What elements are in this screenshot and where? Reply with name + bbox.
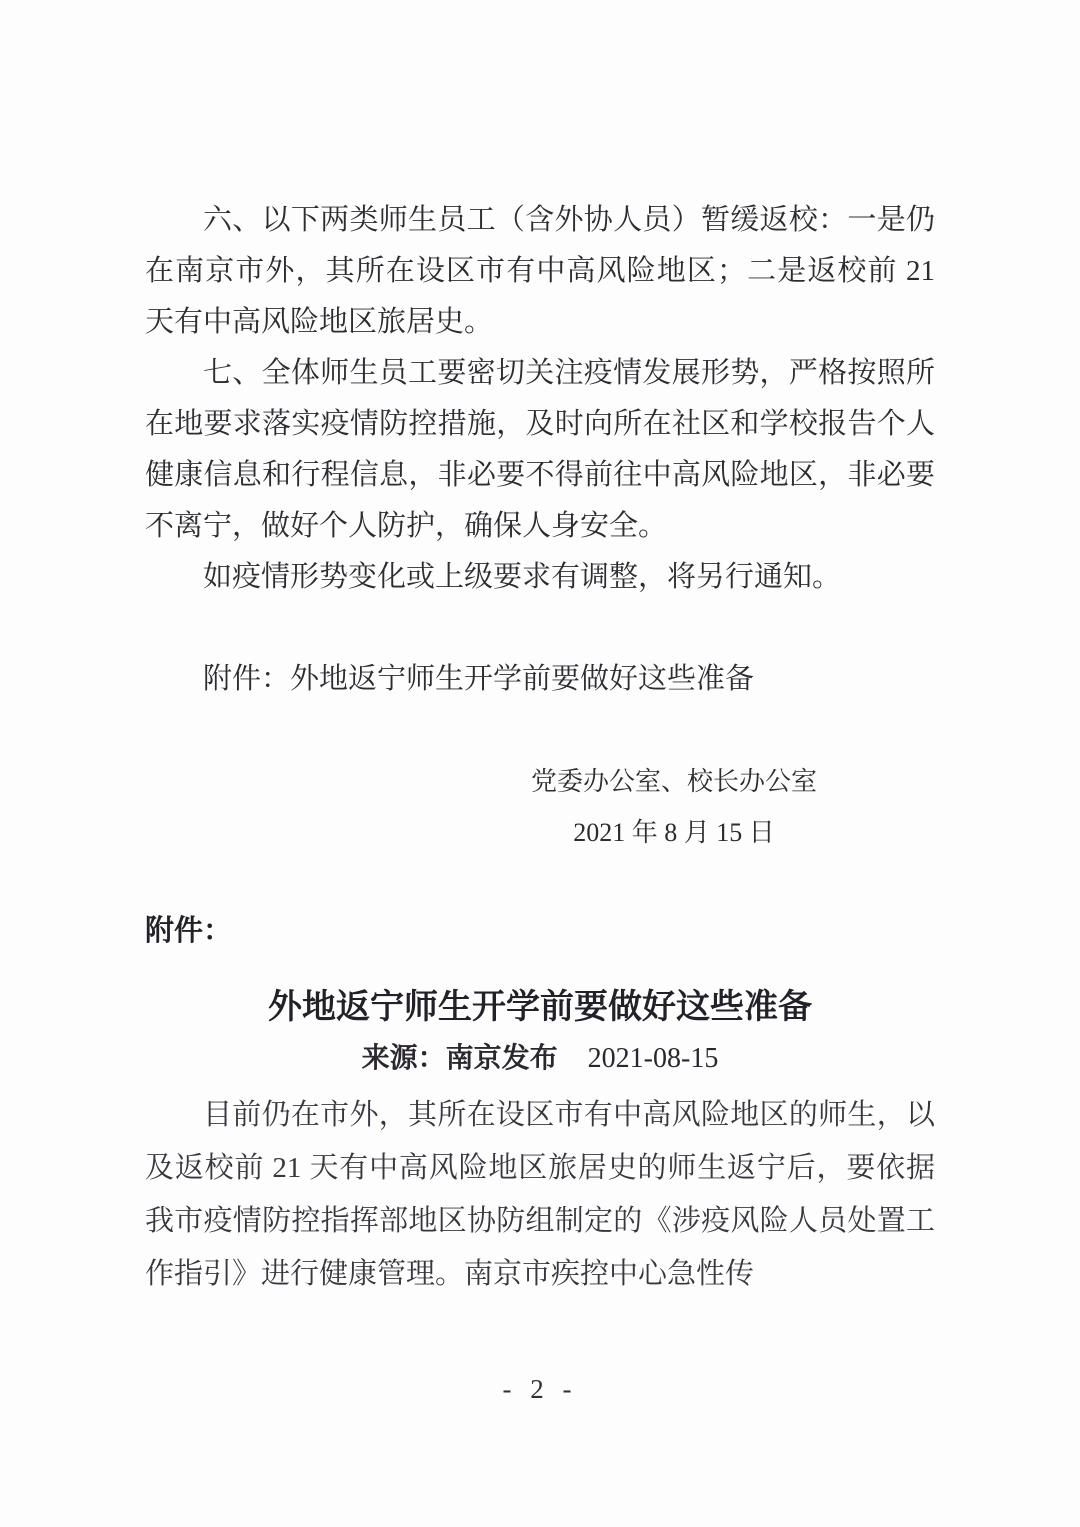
signature-date: 2021 年 8 月 15 日	[573, 818, 775, 847]
attachment-source-label: 来源：南京发布	[361, 1043, 558, 1074]
attachment-section-label: 附件：	[145, 915, 233, 947]
attachment-title: 外地返宁师生开学前要做好这些准备	[268, 988, 812, 1026]
paragraph-item-seven: 七、全体师生员工要密切关注疫情发展形势，严格按照所在地要求落实疫情防控措施，及时向所在社区和学校报告个人健康信息和行程信息，非必要不得前往中高风险地区，非必要不离宁，做好个人防护，确保人身安全。	[145, 357, 935, 542]
signature-issuer: 党委办公室、校长办公室	[530, 767, 817, 796]
document-body	[145, 195, 935, 1301]
paragraph-item-six: 六、以下两类师生员工（含外协人员）暂缓返校：一是仍在南京市外，其所在设区市有中高风险地区；二是返校前 21 天有中高风险地区旅居史。	[145, 204, 935, 338]
signature-block	[531, 756, 817, 858]
page-number: - 2 -	[502, 1374, 578, 1404]
paragraph-notice: 如疫情形势变化或上级要求有调整，将另行通知。	[203, 561, 842, 593]
attachment-reference-line: 附件：外地返宁师生开学前要做好这些准备	[203, 663, 755, 695]
attachment-source-line	[145, 1035, 935, 1083]
attachment-source-date: 2021-08-15	[587, 1043, 719, 1074]
attachment-body-paragraph: 目前仍在市外，其所在设区市有中高风险地区的师生，以及返校前 21 天有中高风险地区旅居史的师生返宁后，要依据我市疫情防控指挥部地区协防组制定的《涉疫风险人员处置工作指引》进行健康管理。南京市疾控中心急性传	[145, 1099, 935, 1290]
